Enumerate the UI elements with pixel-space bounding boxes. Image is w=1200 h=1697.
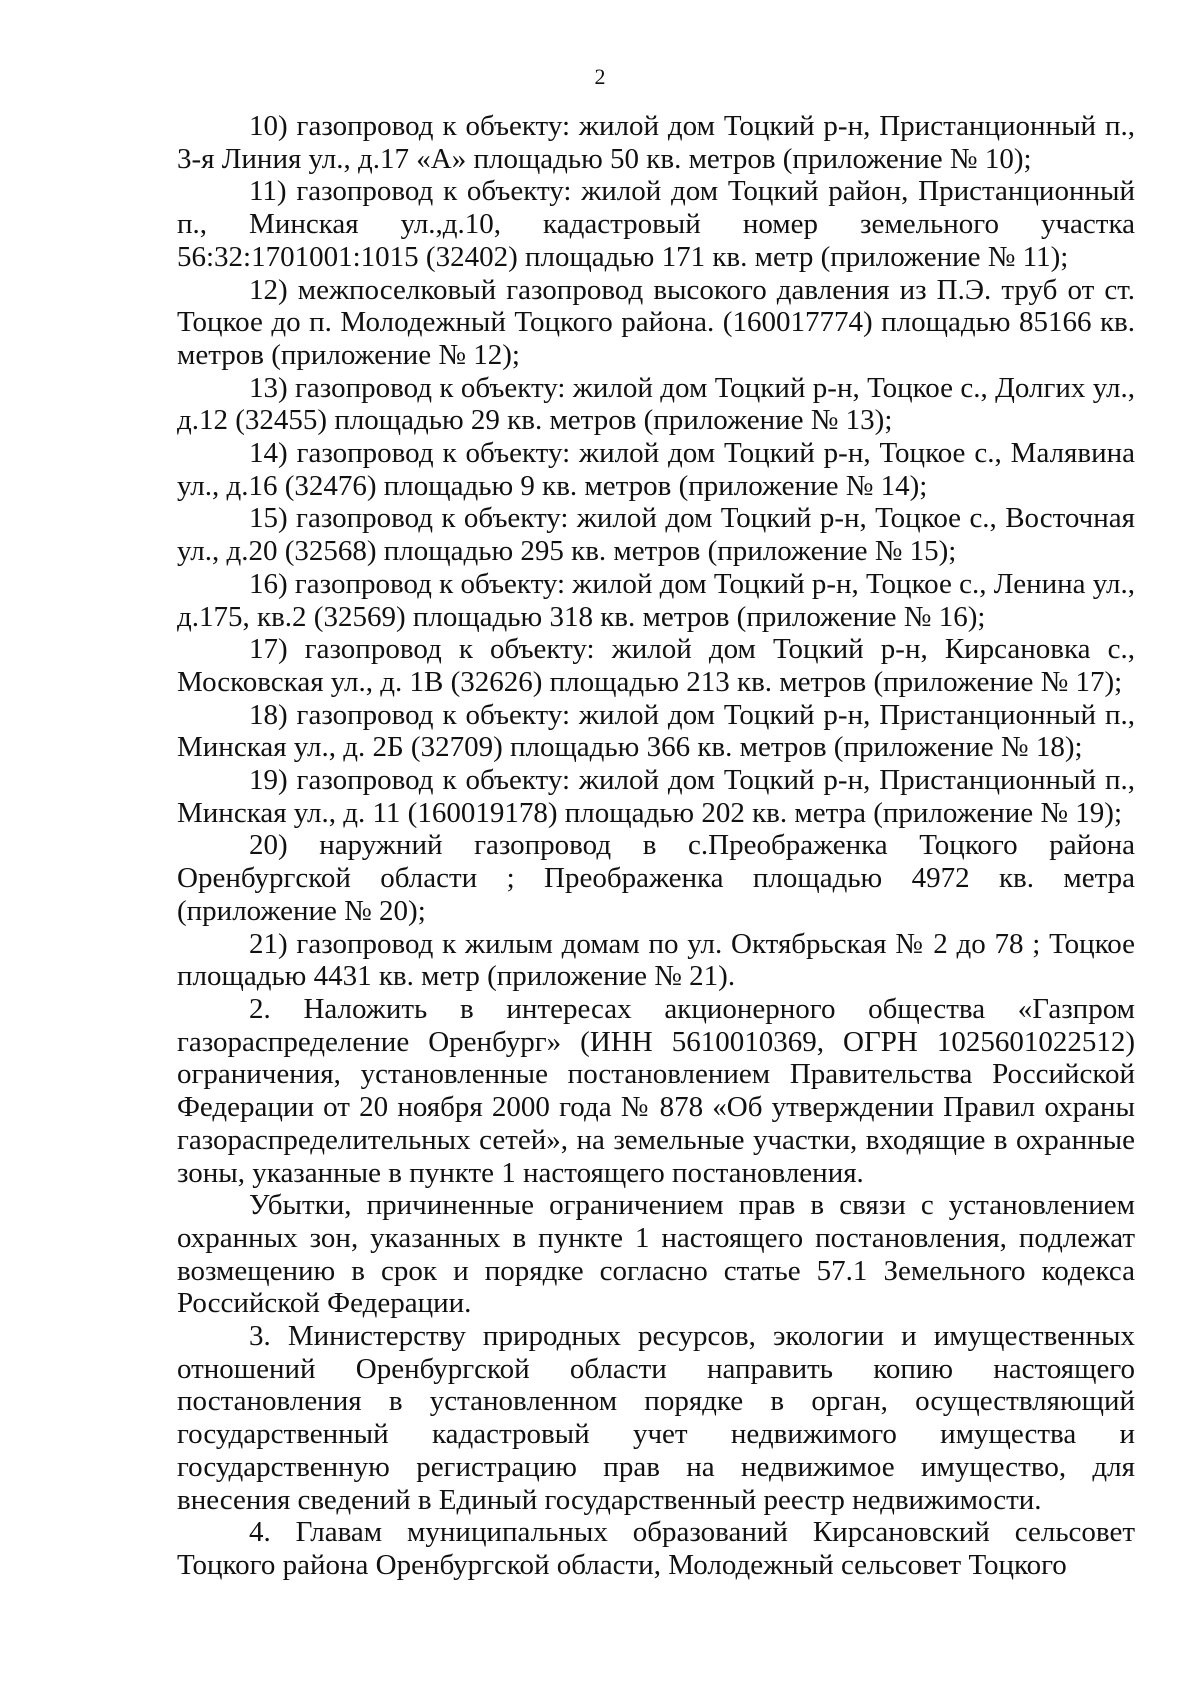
document-body — [177, 110, 1135, 1582]
paragraph-item-14: 14) газопровод к объекту: жилой дом Тоцкий р-н, Тоцкое с., Малявина ул., д.16 (32476) площадью 9 кв. метров (приложение № 14); — [177, 437, 1135, 502]
paragraph-item-18: 18) газопровод к объекту: жилой дом Тоцкий р-н, Пристанционный п., Минская ул., д. 2Б (32709) площадью 366 кв. метров (приложение № 18); — [177, 698, 1135, 764]
paragraph-item-12: 12) межпоселковый газопровод высокого давления из П.Э. труб от ст. Тоцкое до п. Молодежный Тоцкого района. (160017774) площадью 85166 кв. метров (приложение № 12); — [177, 273, 1135, 371]
paragraph-clause-2: 2. Наложить в интересах акционерного общества «Газпром газораспределение Оренбург» (ИНН 5610010369, ОГРН 1025601022512) ограничения, установленные постановлением Правительства Российской Федерации от 20 ноября 2000 года № 878 «Об утверждении Правил охраны газораспределительных сетей», на земельные участки, входящие в охранные зоны, указанные в пункте 1 настоящего постановления. — [177, 992, 1135, 1189]
paragraph-item-19: 19) газопровод к объекту: жилой дом Тоцкий р-н, Пристанционный п., Минская ул., д. 11 (160019178) площадью 202 кв. метра (приложение № 19); — [177, 764, 1135, 829]
paragraph-losses: Убытки, причиненные ограничением прав в связи с установлением охранных зон, указанных в пункте 1 настоящего постановления, подлежат возмещению в срок и порядке согласно статье 57.1 Земельного кодекса Российской Федерации. — [177, 1189, 1135, 1320]
paragraph-item-10: 10) газопровод к объекту: жилой дом Тоцкий р-н, Пристанционный п., 3-я Линия ул., д.17 «А» площадью 50 кв. метров (приложение № 10); — [177, 110, 1135, 175]
paragraph-clause-4: 4. Главам муниципальных образований Кирсановский сельсовет Тоцкого района Оренбургской области, Молодежный сельсовет Тоцкого — [177, 1516, 1135, 1581]
paragraph-item-13: 13) газопровод к объекту: жилой дом Тоцкий р-н, Тоцкое с., Долгих ул., д.12 (32455) площадью 29 кв. метров (приложение № 13); — [177, 371, 1135, 437]
paragraph-item-16: 16) газопровод к объекту: жилой дом Тоцкий р-н, Тоцкое с., Ленина ул., д.175, кв.2 (32569) площадью 318 кв. метров (приложение № 16); — [177, 567, 1136, 633]
paragraph-item-20: 20) наружний газопровод в с.Преображенка Тоцкого района Оренбургской области ; Преображенка площадью 4972 кв. метра (приложение № 20); — [177, 829, 1135, 927]
paragraph-clause-3: 3. Министерству природных ресурсов, экологии и имущественных отношений Оренбургской области направить копию настоящего постановления в установленном порядке в орган, осуществляющий государственный кадастровый учет недвижимого имущества и государственную регистрацию прав на недвижимое имущество, для внесения сведений в Единый государственный реестр недвижимости. — [177, 1320, 1135, 1516]
paragraph-item-11: 11) газопровод к объекту: жилой дом Тоцкий район, Пристанционный п., Минская ул.,д.10, кадастровый номер земельного участка 56:32:1701001:1015 (32402) площадью 171 кв. метр (приложение № 11); — [177, 175, 1135, 273]
paragraph-item-15: 15) газопровод к объекту: жилой дом Тоцкий р-н, Тоцкое с., Восточная ул., д.20 (32568) площадью 295 кв. метров (приложение № 15); — [177, 502, 1135, 568]
paragraph-item-17: 17) газопровод к объекту: жилой дом Тоцкий р-н, Кирсановка с., Московская ул., д. 1В (32626) площадью 213 кв. метров (приложение № 17); — [177, 633, 1135, 698]
paragraph-item-21: 21) газопровод к жилым домам по ул. Октябрьская № 2 до 78 ; Тоцкое площадью 4431 кв. метр (приложение № 21). — [177, 927, 1135, 993]
page-number: 2 — [594, 64, 606, 89]
